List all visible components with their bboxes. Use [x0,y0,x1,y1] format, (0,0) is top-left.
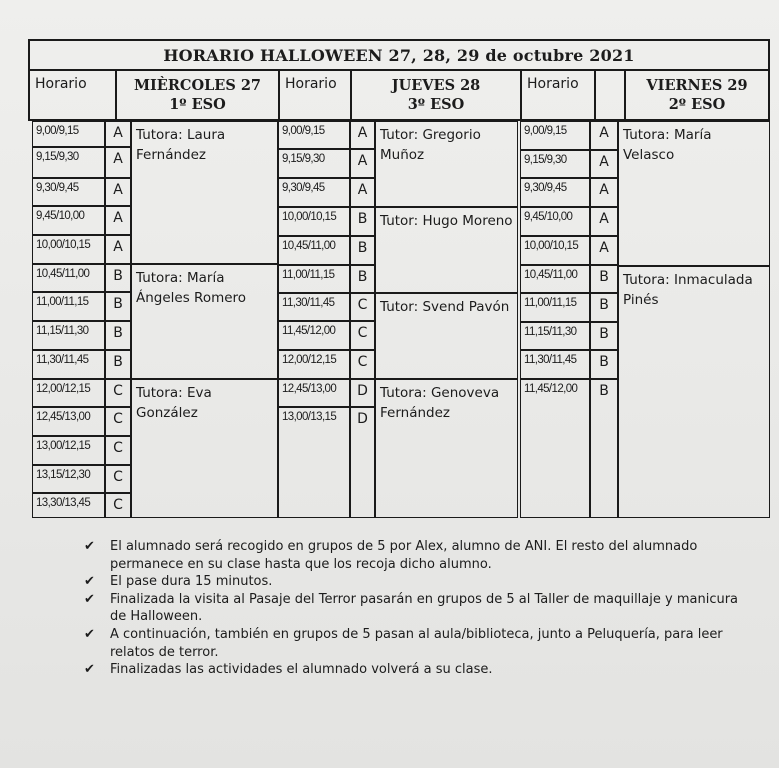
time-cell: 10,00/10,15 [32,235,105,264]
header-friday [624,71,770,121]
tutor-cell: Tutora: Inmaculada Pinés [618,266,770,518]
tutor-cell: Tutor: Gregorio Muñoz [375,121,518,207]
tutor-cell: Tutora: Laura Fernández [131,121,278,264]
time-cell: 13,00/12,15 [32,436,105,465]
time-cell: 9,15/9,30 [278,149,350,178]
note-text: Finalizada la visita al Pasaje del Terror pasarán en grupos de 5 al Taller de maquillaje y manicura de Halloween. [110,591,739,625]
time-cell: 11,15/11,30 [520,322,590,350]
group-cell: A [590,150,618,178]
tutor-cell: Tutor: Svend Pavón [375,293,518,379]
group-cell: C [105,465,131,493]
time-cell: 9,15/9,30 [520,150,590,178]
note-item [84,573,744,591]
check-icon: ✔ [84,539,95,554]
header-friday-day: VIERNES 29 [646,77,748,94]
header-horario-wed: Horario [28,71,115,121]
group-cell: A [105,147,131,178]
group-cell: A [350,121,375,149]
group-cell: C [350,293,375,321]
time-cell: 11,00/11,15 [520,293,590,322]
group-cell: A [590,121,618,150]
group-cell: C [350,350,375,379]
group-cell: B [105,292,131,321]
group-cell: B [105,321,131,350]
time-cell: 9,00/9,15 [278,121,350,149]
time-cell: 11,30/11,45 [520,350,590,379]
check-icon: ✔ [84,626,95,642]
group-cell: C [350,321,375,350]
group-cell: B [590,322,618,350]
header-wednesday-day: MIÈRCOLES 27 [133,77,262,94]
time-cell: 13,30/13,45 [32,493,105,518]
check-icon: ✔ [84,662,95,678]
header-horario-thu: Horario [278,71,350,121]
header-friday-course: 2º ESO [668,96,726,113]
group-cell: B [350,207,375,236]
group-cell: B [350,236,375,265]
header-thursday-day: JUEVES 28 [391,77,481,94]
group-cell: A [105,206,131,235]
group-cell: B [590,265,618,293]
time-cell: 9,00/9,15 [32,121,105,147]
notes-list [84,538,744,679]
time-cell: 11,30/11,45 [32,350,105,379]
header-wednesday-course: 1º ESO [169,96,226,113]
note-text: Finalizadas las actividades el alumnado volverá a su clase. [110,662,493,678]
group-cell: A [350,149,375,178]
group-cell: A [590,178,618,207]
group-cell: B [590,350,618,379]
note-text: A continuación, también en grupos de 5 pasan al aula/biblioteca, junto a Peluquería, para leer relatos de terror. [110,626,723,660]
note-text: El alumnado será recogido en grupos de 5 por Alex, alumno de ANI. El resto del alumnado permanece en su clase hasta que los recoja dicho alumno. [110,539,698,572]
group-cell: B [350,265,375,293]
tutor-cell: Tutora: Genoveva Fernández [375,379,518,518]
group-cell: C [105,379,131,407]
group-cell: C [105,493,131,518]
time-cell: 9,15/9,30 [32,147,105,178]
header-wednesday [115,71,278,121]
group-cell: B [105,350,131,379]
time-cell: 10,45/11,00 [32,264,105,292]
time-cell: 13,15/12,30 [32,465,105,493]
header-group-fri [594,71,624,121]
note-item [84,661,744,679]
group-cell: A [105,235,131,264]
group-cell: C [105,407,131,436]
time-cell: 9,00/9,15 [520,121,590,150]
tutor-cell: Tutora: Eva González [131,379,278,518]
time-cell: 10,00/10,15 [520,236,590,265]
check-icon: ✔ [84,574,95,590]
group-cell: A [105,121,131,147]
time-cell: 10,45/11,00 [278,236,350,265]
time-cell: 11,00/11,15 [278,265,350,293]
note-item [84,591,744,626]
note-text: El pase dura 15 minutos. [110,574,273,590]
time-cell: 11,45/12,00 [278,321,350,350]
group-cell: B [105,264,131,292]
time-cell: 9,30/9,45 [32,178,105,206]
tutor-cell: Tutora: María Velasco [618,121,770,266]
time-cell: 11,45/12,00 [520,379,590,518]
header-thursday [350,71,520,121]
header-thursday-course: 3º ESO [407,96,465,113]
time-cell: 11,00/11,15 [32,292,105,321]
time-cell: 13,00/13,15 [278,407,350,518]
time-cell: 12,45/13,00 [278,379,350,407]
group-cell: C [105,436,131,465]
group-cell: A [105,178,131,206]
time-cell: 12,00/12,15 [32,379,105,407]
group-cell: B [590,379,618,518]
time-cell: 9,30/9,45 [520,178,590,207]
check-icon: ✔ [84,591,95,607]
time-cell: 12,45/13,00 [32,407,105,436]
group-cell: D [350,379,375,407]
time-cell: 9,45/10,00 [520,207,590,236]
header-horario-fri: Horario [520,71,594,121]
group-cell: A [590,236,618,265]
time-cell: 9,30/9,45 [278,178,350,207]
schedule-title: HORARIO HALLOWEEN 27, 28, 29 de octubre 2021 [28,39,770,71]
group-cell: A [590,207,618,236]
group-cell: A [350,178,375,207]
time-cell: 10,45/11,00 [520,265,590,293]
tutor-cell: Tutor: Hugo Moreno [375,207,518,293]
time-cell: 9,45/10,00 [32,206,105,235]
group-cell: D [350,407,375,518]
tutor-cell: Tutora: María Ángeles Romero [131,264,278,379]
group-cell: B [590,293,618,322]
note-item [84,626,744,661]
time-cell: 11,30/11,45 [278,293,350,321]
time-cell: 12,00/12,15 [278,350,350,379]
note-item [84,538,744,573]
time-cell: 11,15/11,30 [32,321,105,350]
time-cell: 10,00/10,15 [278,207,350,236]
